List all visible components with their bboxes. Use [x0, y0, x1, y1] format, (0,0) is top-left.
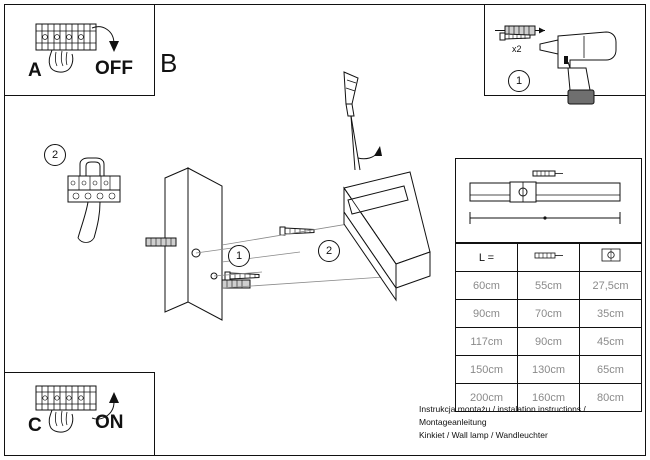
cell-length: 150cm	[456, 356, 518, 384]
cell-length: 90cm	[456, 300, 518, 328]
cell-bracket: 90cm	[518, 328, 580, 356]
panel-c-label: C	[28, 415, 42, 436]
caption-line-1: Instrukcja montażu / instalation instructions / Montageanleitung	[419, 404, 586, 427]
cell-bracket: 70cm	[518, 300, 580, 328]
step-badge-1-tools: 1	[508, 70, 530, 92]
cell-bracket: 160cm	[518, 384, 580, 412]
connector-block-icon	[68, 158, 120, 243]
cell-lamp: 65cm	[580, 356, 642, 384]
step-badge-2-main: 2	[318, 240, 340, 262]
dowel-qty-label: x2	[512, 44, 522, 54]
cell-lamp: 35cm	[580, 300, 642, 328]
cell-length: 117cm	[456, 328, 518, 356]
cell-lamp: 27,5cm	[580, 272, 642, 300]
cell-lamp: 80cm	[580, 384, 642, 412]
step-badge-1-main: 1	[228, 245, 250, 267]
panel-b-label: B	[160, 48, 178, 78]
panel-a-state-label: OFF	[95, 58, 133, 79]
cell-bracket: 130cm	[518, 356, 580, 384]
panel-c-state-label: ON	[95, 412, 124, 433]
cell-lamp: 45cm	[580, 328, 642, 356]
cell-length: 200cm	[456, 384, 518, 412]
caption-line-2: Kinkiet / Wall lamp / Wandleuchter	[419, 430, 548, 440]
cell-length: 60cm	[456, 272, 518, 300]
panel-a-label: A	[28, 60, 42, 81]
lamp-body	[344, 172, 430, 300]
table-header-length: L =	[456, 244, 518, 272]
step-badge-2-connector: 2	[44, 144, 66, 166]
screwdriver-icon	[344, 72, 382, 170]
cell-bracket: 55cm	[518, 272, 580, 300]
